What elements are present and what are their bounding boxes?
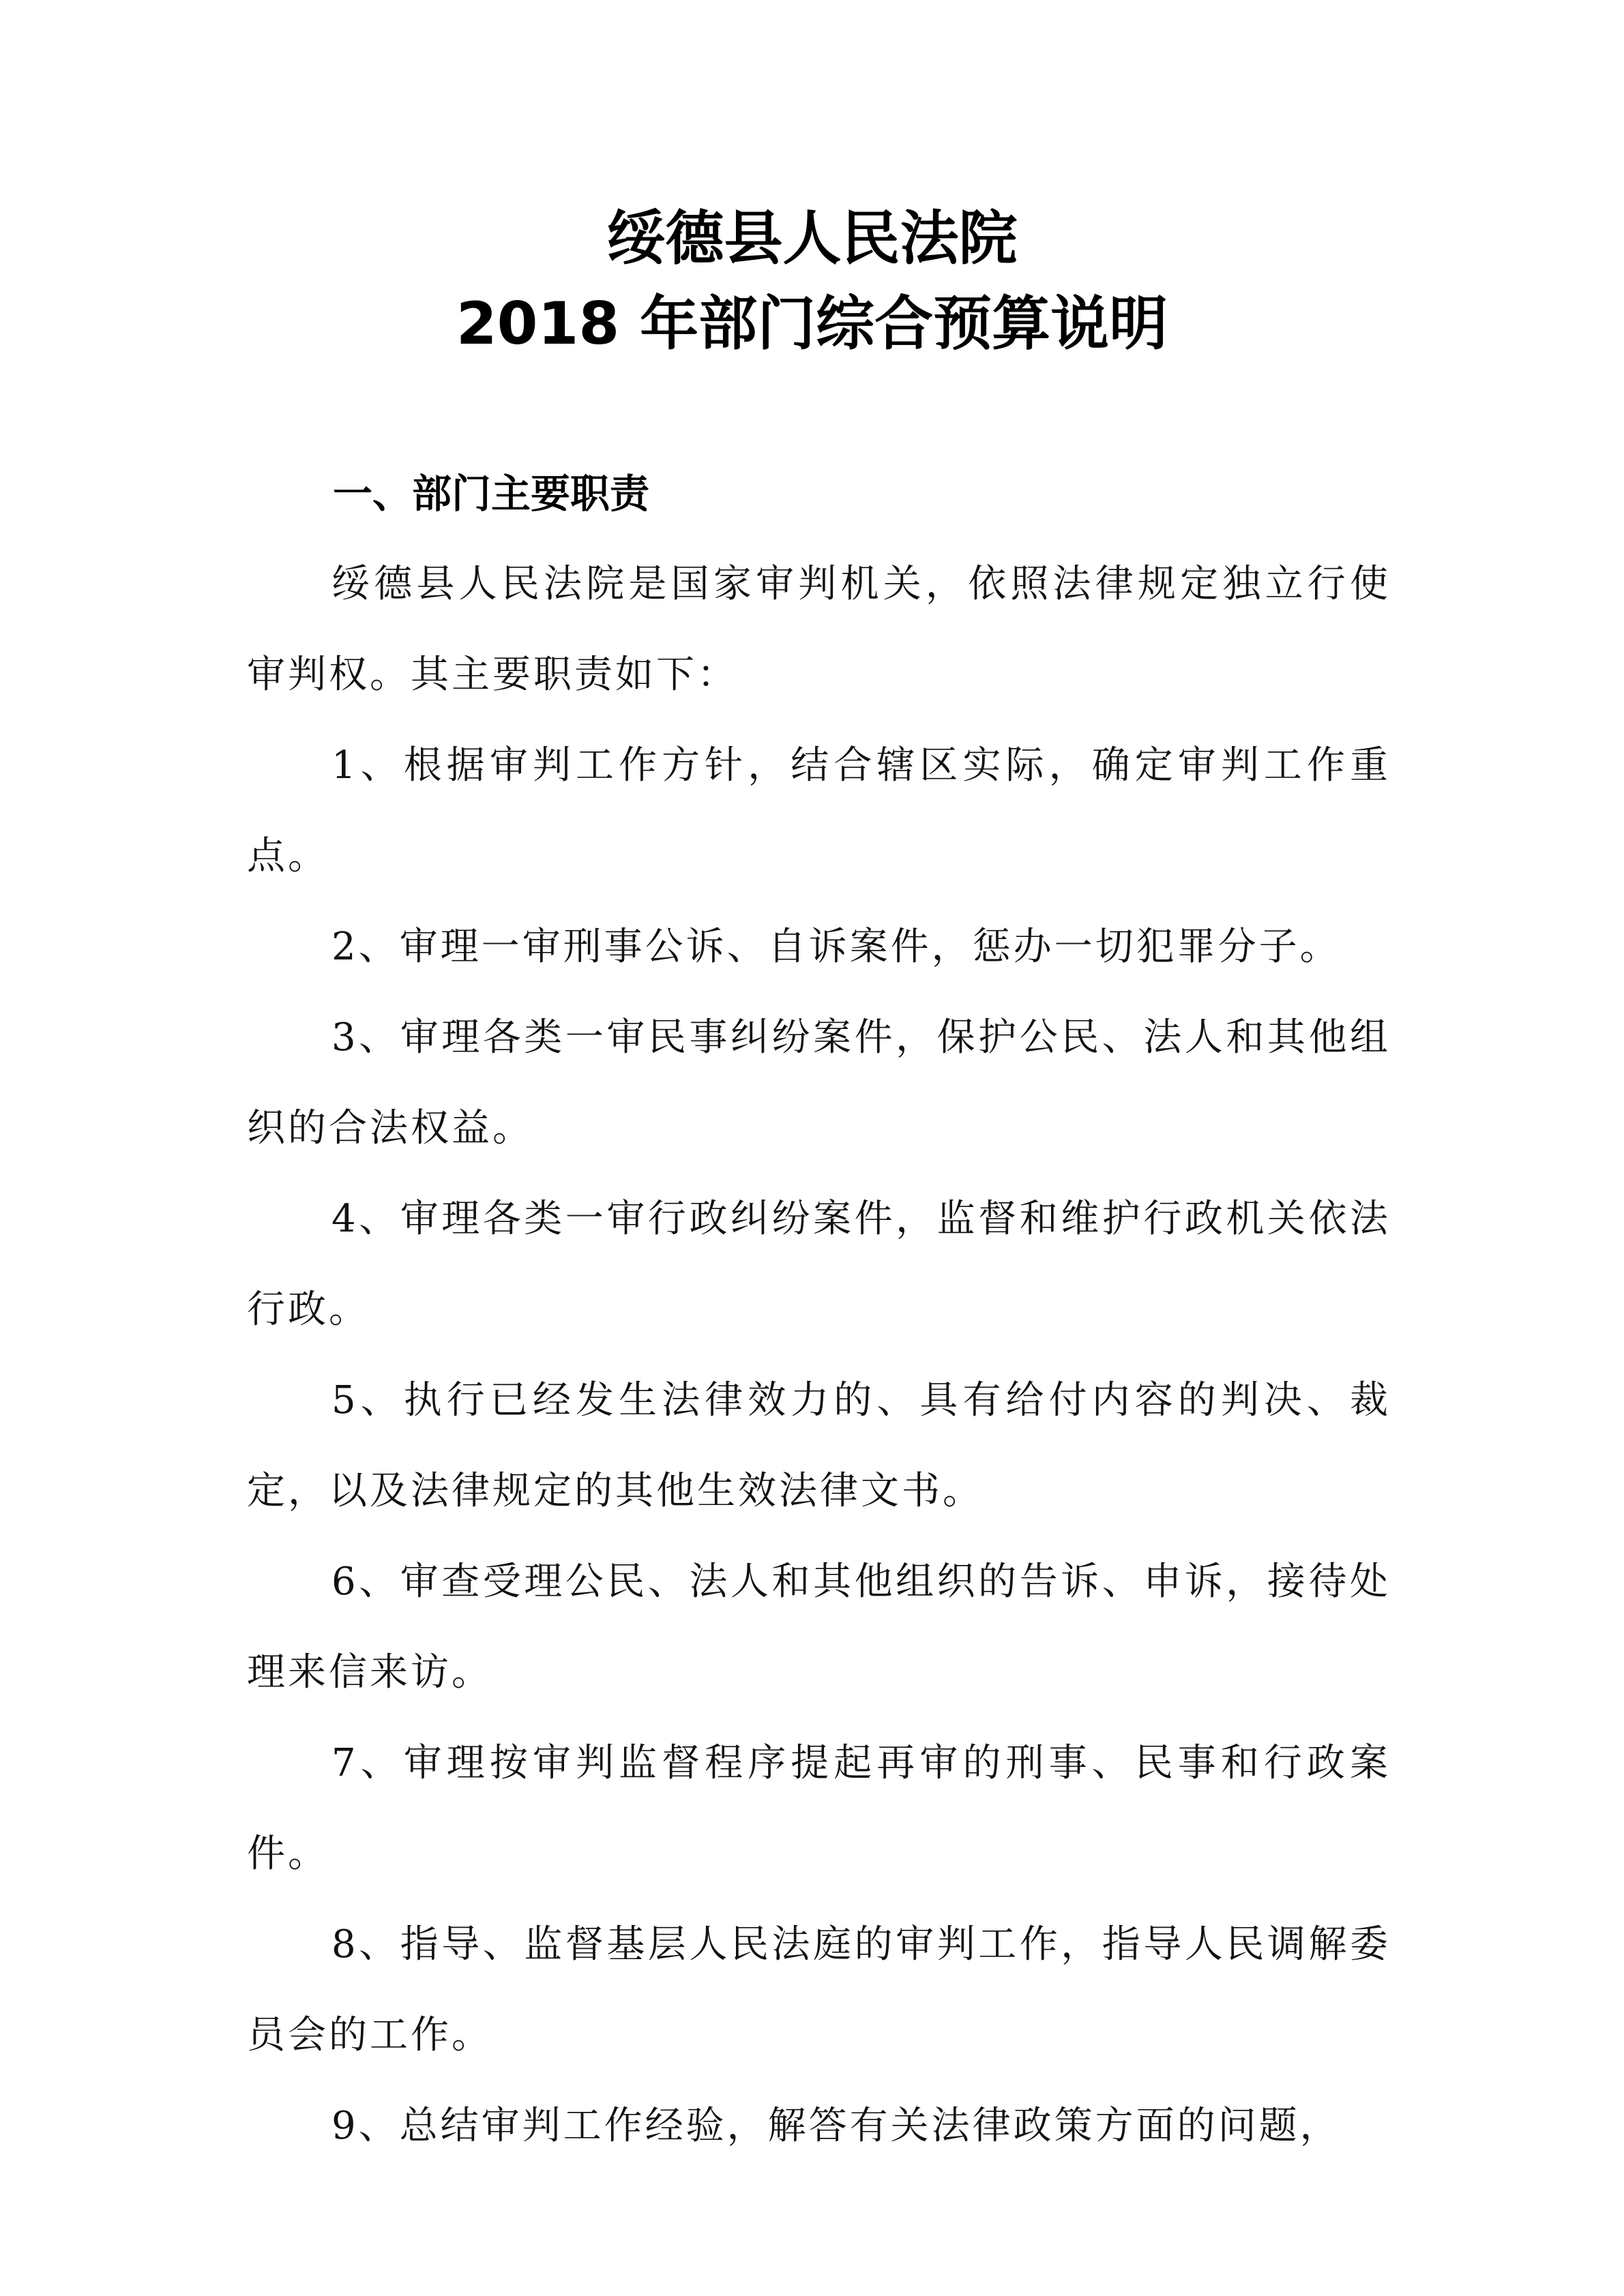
paragraph-duty-1: 1、根据审判工作方针，结合辖区实际，确定审判工作重点。 [247,743,1391,878]
paragraph-duty-2: 2、审理一审刑事公诉、自诉案件，惩办一切犯罪分子。 [331,925,1341,969]
document-title-line-1: 绥德县人民法院 [606,205,1018,273]
paragraph-duty-7: 7、审理按审判监督程序提起再审的刑事、民事和行政案件。 [247,1741,1391,1876]
paragraph-duty-9: 9、总结审判工作经验，解答有关法律政策方面的问题， [331,2104,1341,2148]
document-title-line-2: 2018 年部门综合预算说明 [456,290,1168,358]
paragraph-duty-6: 6、审查受理公民、法人和其他组织的告诉、申诉，接待处理来信来访。 [247,1560,1391,1695]
document-body [247,539,1391,2171]
paragraph-intro: 绥德县人民法院是国家审判机关，依照法律规定独立行使审判权。其主要职责如下： [247,562,1391,697]
section-heading-main-duties: 一、部门主要职责 [333,471,650,517]
paragraph-duty-3: 3、审理各类一审民事纠纷案件，保护公民、法人和其他组织的合法权益。 [247,1015,1391,1150]
paragraph-duty-4: 4、审理各类一审行政纠纷案件，监督和维护行政机关依法行政。 [247,1197,1391,1332]
paragraph-duty-5: 5、执行已经发生法律效力的、具有给付内容的判决、裁定，以及法律规定的其他生效法律文书。 [247,1378,1391,1513]
paragraph-duty-8: 8、指导、监督基层人民法庭的审判工作，指导人民调解委员会的工作。 [247,1922,1391,2057]
